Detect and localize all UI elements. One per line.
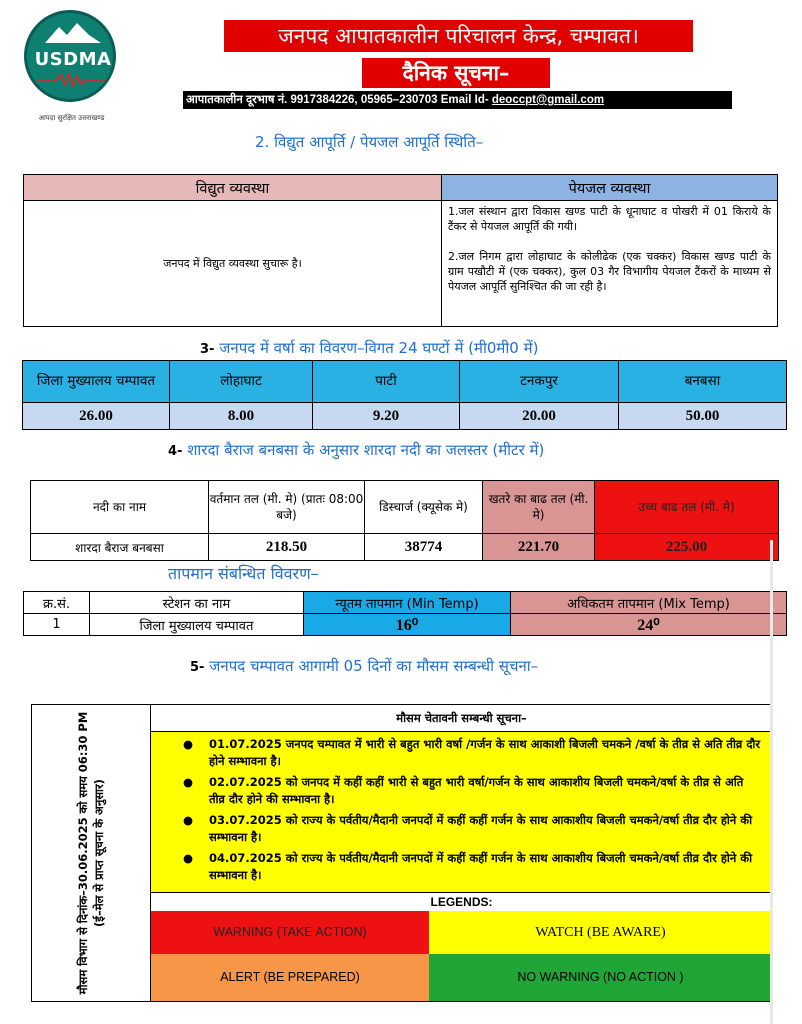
- warning-header: मौसम चेतावनी सम्बन्धी सूचना–: [151, 705, 772, 732]
- temp-serial: 1: [24, 614, 90, 636]
- water-point-1: 1.जल संस्थान द्वारा विकास खण्ड पाटी के धूनाघाट व पोखरी में 01 किराये के टैंकर से पेयजल आपूर्ति की गयी।: [448, 205, 771, 233]
- rain-station: बनबसा: [619, 361, 787, 403]
- warning-item: ● 01.07.2025 जनपद चम्पावत में भारी से बहुत भारी वर्षा /गर्जन के साथ आकाशी बिजली चमकने /वर्षा के तीव्र से अति तीव्र दौर होने सम्भावना है।: [183, 737, 761, 768]
- section4-title: शारदा बैराज बनबसा के अनुसार शारदा नदी का जलस्तर (मीटर में): [187, 441, 545, 459]
- rainfall-table: [22, 360, 787, 430]
- river-header: नदी का नाम: [31, 481, 209, 534]
- page-subtitle: दैनिक सूचना–: [362, 58, 550, 88]
- power-water-table: [23, 174, 778, 327]
- river-header: उच्च बाढ तल (मी. मे): [595, 481, 779, 534]
- warning-item: ● 04.07.2025 को राज्य के पर्वतीय/मैदानी जनपदों में कहीं कहीं गर्जन के साथ आकाशीय बिजली चमकने/वर्षा तीव्र दौर होने की सम्भावना है।: [183, 851, 753, 882]
- bullet-icon: ●: [183, 737, 194, 751]
- section2-number: 2.: [255, 133, 270, 151]
- warning-list: [183, 736, 762, 884]
- forecast-source-text: मौसम विभाग से दिनांक–30.06.2025 को समय 06:30 PM (ई–मेल से प्राप्त सूचना के अनुसार): [76, 711, 106, 995]
- section3-heading: [200, 338, 538, 358]
- usdma-logo: [24, 10, 119, 120]
- bullet-icon: ●: [183, 851, 194, 865]
- warning-item: ● 03.07.2025 को राज्य के पर्वतीय/मैदानी जनपदों में कहीं कहीं गर्जन के साथ आकाशीय बिजली चमकने/वर्षा तीव्र दौर होने की सम्भावना है।: [183, 813, 753, 844]
- section2-heading: [255, 132, 483, 152]
- logo-tagline: आपदा सुरक्षित उत्तराखण्ड: [38, 114, 105, 122]
- section3-title: जनपद में वर्षा का विवरण–विगत 24 घण्टों में (मी0मी0 में): [219, 339, 539, 357]
- rain-value: 50.00: [619, 403, 787, 430]
- warning-list-panel: [151, 732, 772, 892]
- electric-status: जनपद में विद्युत व्यवस्था सुचारू है।: [24, 201, 442, 327]
- temp-header: स्टेशन का नाम: [90, 592, 304, 614]
- section5-title: जनपद चम्पावत आगामी 05 दिनों का मौसम सम्बन्धी सूचना–: [209, 657, 539, 675]
- rain-value: 9.20: [313, 403, 460, 430]
- logo-text: USDMA: [34, 49, 112, 70]
- rain-value: 26.00: [23, 403, 170, 430]
- email-link[interactable]: deoccpt@gmail.com: [491, 94, 605, 106]
- river-header: खतरे का बाढ तल (मी. मे): [483, 481, 595, 534]
- warning-item: ● 02.07.2025 को जनपद में कहीं कहीं भारी से बहुत भारी वर्षा/गर्जन के साथ आकाशीय बिजली चमकने/वर्षा के तीव्र से अति तीव्र दौर होने की सम्भावना है।: [183, 775, 744, 806]
- temp-min: 16⁰: [304, 614, 511, 636]
- legend-alert: ALERT (BE PREPARED): [151, 954, 429, 1001]
- legend-no-warning: NO WARNING (NO ACTION ): [429, 954, 772, 1001]
- rain-station: टनकपुर: [460, 361, 619, 403]
- rain-value: 8.00: [170, 403, 313, 430]
- section5-heading: [190, 656, 538, 676]
- section4-number: 4-: [168, 444, 183, 459]
- rain-value: 20.00: [460, 403, 619, 430]
- water-point-2: 2.जल निगम द्वारा लोहाघाट के कोलीढेक (एक चक्कर) विकास खण्ड पाटी के ग्राम पखौटी में (एक चक्कर), कुल 03 गैर विभागीय पेयजल टैंकरों के माध्यम से पेयजल आपूर्ति सुनिश्चित की जा रही है।: [448, 250, 771, 293]
- logo-emblem: [24, 10, 116, 102]
- bullet-icon: ●: [183, 813, 194, 827]
- temperature-table: [23, 591, 787, 636]
- bullet-icon: ●: [183, 775, 194, 789]
- river-value: 38774: [365, 534, 483, 561]
- river-value: 225.00: [595, 534, 779, 561]
- river-name: शारदा बैराज बनबसा: [31, 534, 209, 561]
- contact-bar: [183, 91, 732, 109]
- temp-header: अधिकतम तापमान (Mix Temp): [511, 592, 787, 614]
- section4-heading: [168, 440, 544, 460]
- rain-station: लोहाघाट: [170, 361, 313, 403]
- river-header: डिस्चार्ज (क्यूसेक मे): [365, 481, 483, 534]
- temp-header: क्र.सं.: [24, 592, 90, 614]
- temp-station: जिला मुख्यालय चम्पावत: [90, 614, 304, 636]
- water-header: पेयजल व्यवस्था: [442, 175, 778, 201]
- rain-station: पाटी: [313, 361, 460, 403]
- water-status: [442, 201, 778, 327]
- river-header: वर्तमान तल (मी. मे) (प्रातः 08:00 बजे): [209, 481, 365, 534]
- forecast-panel: [31, 704, 773, 1002]
- legend-warning: WARNING (TAKE ACTION): [151, 911, 429, 954]
- river-value: 221.70: [483, 534, 595, 561]
- section3-number: 3-: [200, 342, 215, 357]
- scan-edge-divider: [770, 540, 773, 1024]
- river-value: 218.50: [209, 534, 365, 561]
- mountain-icon: [45, 21, 101, 43]
- section2-title: विद्युत आपूर्ति / पेयजल आपूर्ति स्थिति–: [274, 133, 484, 151]
- electric-header: विद्युत व्यवस्था: [24, 175, 442, 201]
- legend-watch: WATCH (BE AWARE): [429, 911, 772, 954]
- hands-icon: [29, 83, 116, 102]
- section5-number: 5-: [190, 660, 205, 675]
- contact-info: आपातकालीन दूरभाष नं. 9917384226, 05965–230703 Email Id-: [186, 94, 492, 106]
- legends-title: LEGENDS:: [151, 892, 772, 911]
- temp-max: 24⁰: [511, 614, 787, 636]
- rain-station: जिला मुख्यालय चम्पावत: [23, 361, 170, 403]
- page-title: जनपद आपातकालीन परिचालन केन्द्र, चम्पावत।: [224, 20, 693, 52]
- temperature-heading: तापमान संबन्धित विवरण–: [168, 564, 319, 583]
- temp-header: न्यूतम तापमान (Min Temp): [304, 592, 511, 614]
- forecast-source-cell: [32, 705, 151, 1001]
- river-level-table: [30, 480, 779, 561]
